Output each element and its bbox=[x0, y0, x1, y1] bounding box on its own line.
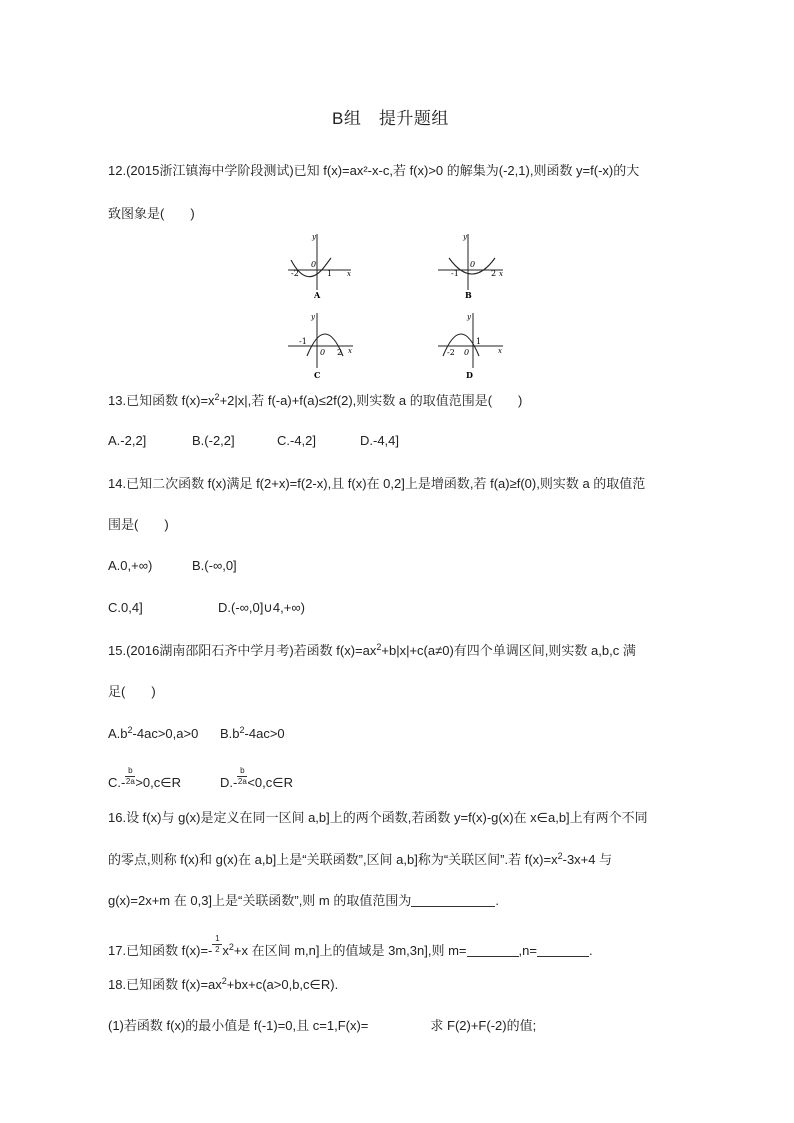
graph-d bbox=[435, 310, 510, 382]
q18-part1: (1)若函数 f(x)的最小值是 f(-1)=0,且 c=1,F(x)= 求 F(2)+F(-2)的值; bbox=[108, 1018, 537, 1033]
graph-b-y-label: y bbox=[463, 233, 467, 241]
graph-d-y-label: y bbox=[467, 313, 471, 321]
q12-stem-line1: 12.(2015浙江镇海中学阶段测试)已知 f(x)=ax²-x-c,若 f(x)>0 的解集为(-2,1),则函数 y=f(-x)的大 bbox=[108, 163, 640, 178]
q15-option-c-fraction: $\frac{b}{2a}$ bbox=[125, 766, 135, 786]
graph-c-label: C bbox=[314, 370, 321, 380]
graph-c bbox=[285, 310, 360, 382]
graph-b-label: B bbox=[465, 290, 472, 300]
graph-a-tick-2: 0 bbox=[311, 260, 317, 269]
graph-d-tick-1: -2 bbox=[447, 348, 455, 357]
q15-stem-line2: 足( ) bbox=[108, 684, 156, 699]
q13-option-d[interactable]: D.-4,4] bbox=[360, 433, 400, 448]
q15-option-b[interactable]: $B.b^2-4ac>0$ bbox=[220, 725, 285, 741]
graph-a-tick-1: -2 bbox=[291, 269, 299, 278]
q13-option-b[interactable]: B.(-2,2] bbox=[192, 433, 235, 448]
graph-d-label: D bbox=[466, 370, 473, 380]
q14-option-c[interactable]: C.0,4] bbox=[108, 600, 143, 615]
q16-stem-line3: g(x)=2x+m 在 0,3]上是“关联函数”,则 m 的取值范围为 . bbox=[108, 893, 499, 908]
q13-option-a[interactable]: A.-2,2] bbox=[108, 433, 147, 448]
graph-c-tick-1: -1 bbox=[299, 337, 307, 346]
q16-stem-line1: 16.设 f(x)与 g(x)是定义在同一区间 a,b]上的两个函数,若函数 y=f(x)-g(x)在 x∈a,b]上有两个不同 bbox=[108, 810, 648, 825]
q15-option-d-fraction: $\frac{b}{2a}$ bbox=[237, 766, 247, 786]
q17-fraction: $\frac{1}{2}$ bbox=[212, 935, 222, 954]
graph-b-tick-2: 0 bbox=[470, 260, 476, 269]
graph-b-tick-1: -1 bbox=[451, 269, 459, 278]
graph-b-x-label: x bbox=[499, 270, 503, 278]
q14-stem-line1: 14.已知二次函数 f(x)满足 f(2+x)=f(2-x),且 f(x)在 0,2]上是增函数,若 f(a)≥f(0),则实数 a 的取值范 bbox=[108, 476, 646, 491]
graph-a-tick-3: 1 bbox=[327, 269, 333, 278]
graph-c-tick-2: 0 bbox=[320, 348, 326, 357]
q14-option-d[interactable]: D.(-∞,0]∪4,+∞) bbox=[218, 600, 305, 615]
graph-c-tick-3: 2 bbox=[337, 348, 343, 357]
q13-option-c[interactable]: C.-4,2] bbox=[277, 433, 317, 448]
q14-option-b[interactable]: B.(-∞,0] bbox=[192, 558, 237, 573]
q13-stem: 13.已知函数 $f(x)=x^2+2|x|$,若 f(-a)+f(a)≤2f(2),则实数 a 的取值范围是( ) bbox=[108, 392, 523, 408]
q17-m-blank[interactable] bbox=[467, 944, 519, 957]
graph-a-y-label: y bbox=[312, 233, 316, 241]
q15-option-d[interactable]: $D.-\frac{b}{2a}<0,c\in R$ bbox=[220, 766, 293, 790]
graph-a bbox=[285, 230, 355, 300]
graph-a-x-label: x bbox=[347, 270, 351, 278]
graph-d-tick-3: 1 bbox=[476, 337, 482, 346]
graph-c-x-label: x bbox=[348, 347, 352, 355]
q15-option-c[interactable]: $C.-\frac{b}{2a}>0,c\in R$ bbox=[108, 766, 181, 790]
graph-d-tick-2: 0 bbox=[464, 348, 470, 357]
q14-stem-line2: 围是( ) bbox=[108, 517, 169, 532]
q12-stem-line2: 致图象是( ) bbox=[108, 206, 195, 221]
q16-answer-blank[interactable] bbox=[411, 894, 495, 907]
q17-stem: 17.已知函数 $f(x)=-\frac{1}{2}x^2+x$ 在区间 m,n]上的值域是 3m,3n],则 m= ,n= . bbox=[108, 934, 593, 958]
graph-b-tick-3: 2 bbox=[491, 269, 497, 278]
graph-a-label: A bbox=[314, 290, 321, 300]
graph-c-y-label: y bbox=[311, 313, 315, 321]
section-title: B组 提升题组 bbox=[332, 109, 449, 128]
graph-b bbox=[435, 230, 510, 300]
q16-stem-line2: 的零点,则称 f(x)和 g(x)在 a,b]上是“关联函数”,区间 a,b]称为“关联区间”.若 $f(x)=x^2-3x+4$ 与 bbox=[108, 851, 613, 867]
q15-stem-line1: 15.(2016湖南邵阳石齐中学月考)若函数 $f(x)=ax^2+b|x|+c(a\ne 0)$有四个单调区间,则实数 a,b,c 满 bbox=[108, 642, 636, 658]
q18-stem-line1: 18.已知函数 $f(x)=ax^2+bx+c(a>0,b,c\in R)$. bbox=[108, 976, 339, 992]
q15-option-a[interactable]: $A.b^2-4ac>0,a>0$ bbox=[108, 725, 199, 741]
graph-d-x-label: x bbox=[498, 347, 502, 355]
q14-option-a[interactable]: A.0,+∞) bbox=[108, 558, 153, 573]
q17-n-blank[interactable] bbox=[537, 944, 589, 957]
